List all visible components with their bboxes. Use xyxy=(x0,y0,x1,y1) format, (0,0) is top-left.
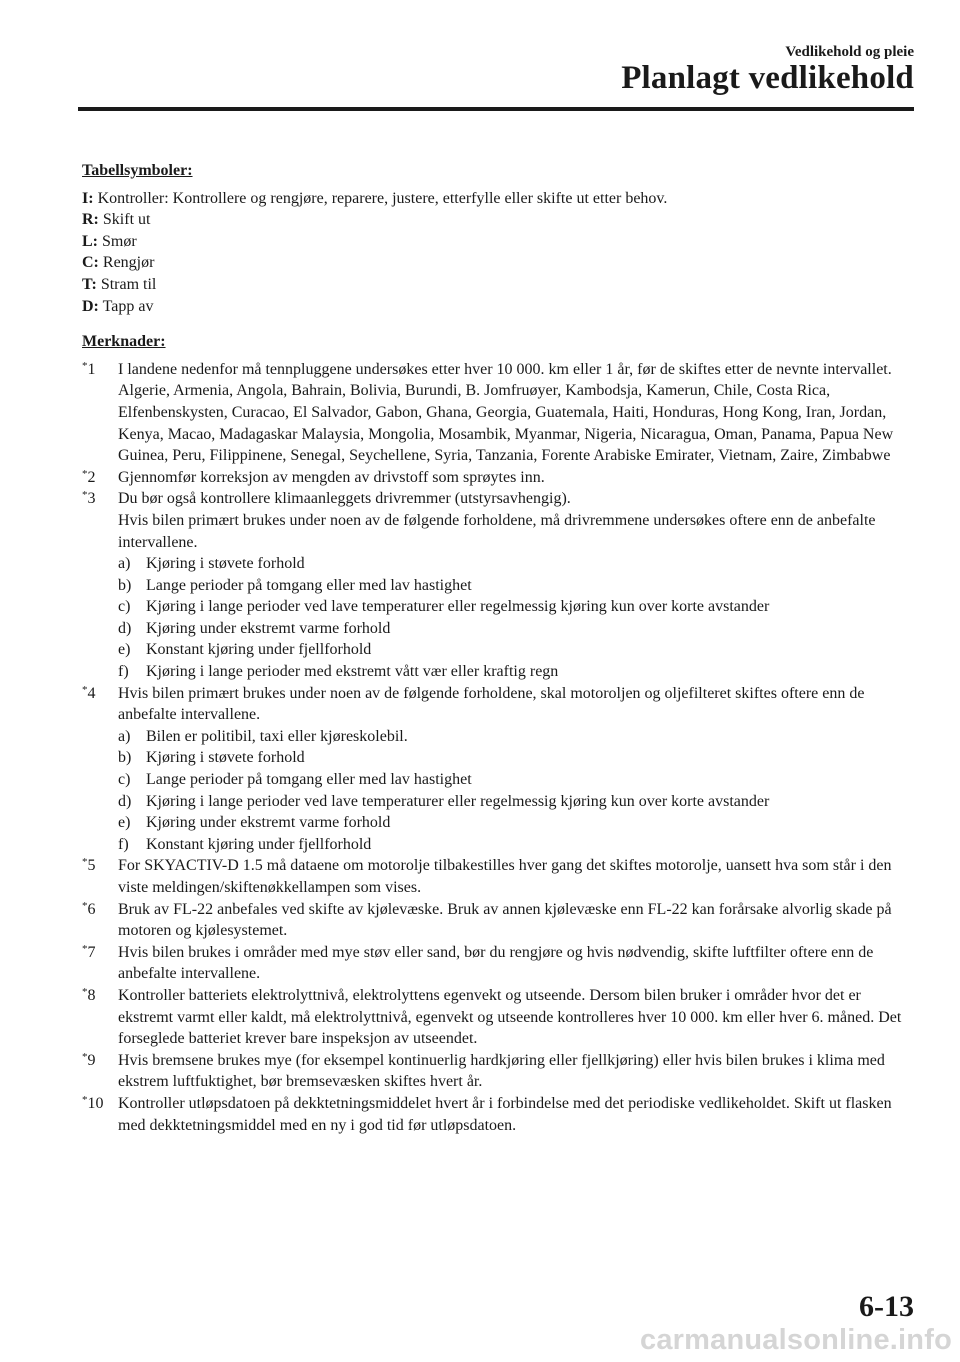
note-sub-item xyxy=(118,596,914,618)
note-number-value: 4 xyxy=(87,684,96,702)
note-sub-item xyxy=(118,769,914,791)
note-number-value: 9 xyxy=(87,1051,96,1069)
note-sub-item xyxy=(118,618,914,640)
notes-list xyxy=(82,359,914,1136)
note-asterisk: * xyxy=(82,942,88,955)
note-number xyxy=(82,359,96,381)
note-text: Kontroller utløpsdatoen på dekktetningsmiddelet hvert år i forbindelse med det periodiske vedlikeholdet. Skift ut flasken med dekktetningsmiddel med en ny i god tid før utløpsdatoen. xyxy=(118,1094,892,1134)
symbol-text: Tapp av xyxy=(102,297,154,315)
sub-item-text: Kjøring i lange perioder ved lave temperaturer eller regelmessig kjøring kun over korte avstander xyxy=(146,792,770,810)
sub-item-letter: b) xyxy=(118,576,132,594)
note-asterisk: * xyxy=(82,899,88,912)
sub-item-letter: b) xyxy=(118,749,132,767)
note-item xyxy=(82,1093,914,1136)
symbols-heading: Tabellsymboler: xyxy=(82,162,193,179)
symbol-key: I: xyxy=(82,189,94,207)
sub-item-letter: c) xyxy=(118,598,131,616)
note-number-value: 5 xyxy=(87,857,96,875)
sub-item-text: Bilen er politibil, taxi eller kjøreskolebil. xyxy=(146,727,408,745)
note-asterisk: * xyxy=(82,359,88,372)
sub-item-letter: f) xyxy=(118,663,129,681)
page-number: 6-13 xyxy=(859,1290,914,1323)
note-number-value: 3 xyxy=(87,490,96,508)
note-sub-item xyxy=(118,575,914,597)
sub-item-letter: f) xyxy=(118,835,129,853)
symbol-key: C: xyxy=(82,254,99,272)
sub-item-text: Kjøring i støvete forhold xyxy=(146,555,305,573)
note-number-value: 2 xyxy=(87,468,96,486)
symbol-text: Smør xyxy=(102,232,137,250)
note-extra-text: Hvis bilen primært brukes under noen av de følgende forholdene, må drivremmene undersøkes oftere enn de anbefalte intervallene. xyxy=(118,511,876,551)
main-content xyxy=(82,160,914,1136)
note-sub-item xyxy=(118,553,914,575)
sub-item-text: Kjøring under ekstremt varme forhold xyxy=(146,814,391,832)
sub-item-text: Lange perioder på tomgang eller med lav hastighet xyxy=(146,576,472,594)
sub-item-letter: a) xyxy=(118,555,131,573)
symbols-list xyxy=(82,188,914,318)
note-item xyxy=(82,467,914,489)
header-divider xyxy=(78,107,914,111)
note-item xyxy=(82,942,914,985)
note-number-value: 7 xyxy=(87,943,96,961)
note-sub-item xyxy=(118,812,914,834)
note-text: Hvis bremsene brukes mye (for eksempel kontinuerlig hardkjøring eller fjellkjøring) eller hvis bilen brukes i klima med ekstrem luftfuktighet, bør bremsevæsken skiftes hvert år. xyxy=(118,1051,885,1091)
note-asterisk: * xyxy=(82,985,88,998)
note-number-value: 10 xyxy=(87,1094,104,1112)
note-sub-item xyxy=(118,791,914,813)
symbol-text: Kontroller: Kontrollere og rengjøre, reparere, justere, etterfylle eller skifte ut etter behov. xyxy=(97,189,668,207)
note-text: For SKYACTIV-D 1.5 må dataene om motorolje tilbakestilles hver gang det skiftes motorolje, uansett hva som står i den viste meldingen/skiftenøkkellampen som vises. xyxy=(118,857,892,896)
note-asterisk: * xyxy=(82,467,88,480)
note-sub-item xyxy=(118,639,914,661)
note-item xyxy=(82,985,914,1050)
note-text: Bruk av FL-22 anbefales ved skifte av kjølevæske. Bruk av annen kjølevæske enn FL-22 kan forårsake alvorlig skade på motoren og kjølesystemet. xyxy=(118,900,892,940)
page-title: Planlagt vedlikehold xyxy=(621,60,914,96)
note-sub-item xyxy=(118,747,914,769)
sub-item-text: Kjøring under ekstremt varme forhold xyxy=(146,619,391,637)
note-number xyxy=(82,899,96,921)
symbol-row xyxy=(82,296,914,318)
note-number xyxy=(82,855,96,877)
note-number-value: 8 xyxy=(87,986,96,1004)
note-number xyxy=(82,488,96,510)
symbol-row xyxy=(82,252,914,274)
section-title: Vedlikehold og pleie xyxy=(785,44,914,60)
sub-item-text: Konstant kjøring under fjellforhold xyxy=(146,835,372,853)
note-sub-item xyxy=(118,834,914,856)
sub-item-text: Konstant kjøring under fjellforhold xyxy=(146,641,372,659)
note-item xyxy=(82,899,914,942)
note-item xyxy=(82,855,914,898)
symbol-key: L: xyxy=(82,232,98,250)
note-text: Du bør også kontrollere klimaanleggets drivremmer (utstyrsavhengig). xyxy=(118,490,571,508)
sub-item-letter: d) xyxy=(118,619,132,637)
note-item xyxy=(82,1050,914,1093)
note-text: Hvis bilen brukes i områder med mye støv eller sand, bør du rengjøre og hvis nødvendig, skifte luftfilter oftere enn de anbefalte intervallene. xyxy=(118,943,874,983)
sub-item-text: Lange perioder på tomgang eller med lav hastighet xyxy=(146,771,472,789)
note-item xyxy=(82,488,914,682)
symbol-text: Stram til xyxy=(100,275,157,293)
note-item xyxy=(82,683,914,856)
sub-item-text: Kjøring i støvete forhold xyxy=(146,749,305,767)
note-number-value: 1 xyxy=(87,360,96,378)
notes-heading: Merknader: xyxy=(82,333,166,351)
note-sub-item xyxy=(118,661,914,683)
note-asterisk: * xyxy=(82,489,88,502)
note-text: I landene nedenfor må tennpluggene undersøkes etter hver 10 000. km eller 1 år, før de skiftes etter de nevnte intervallet. xyxy=(118,360,892,378)
symbol-row xyxy=(82,209,914,231)
note-text: Kontroller batteriets elektrolyttnivå, elektrolyttens egenvekt og utseende. Dersom bilen bruker i områder hvor det er ekstremt varmt eller kaldt, må elektrolyttnivå, egenvekt og utseende kontrolleres hver 10 000. km eller hver 6. måned. Det forseglede batteriet krever bare inspeksjon av utseendet. xyxy=(118,986,902,1048)
symbol-key: T: xyxy=(82,275,97,293)
note-number xyxy=(82,1050,96,1072)
note-asterisk: * xyxy=(82,1093,88,1106)
symbol-row xyxy=(82,231,914,253)
sub-item-letter: e) xyxy=(118,641,131,659)
note-number xyxy=(82,942,96,964)
sub-item-text: Kjøring i lange perioder med ekstremt vått vær eller kraftig regn xyxy=(146,663,559,681)
note-item xyxy=(82,359,914,467)
sub-item-letter: d) xyxy=(118,792,132,810)
note-number xyxy=(82,683,96,705)
note-extra-text: Algerie, Armenia, Angola, Bahrain, Bolivia, Burundi, B. Jomfruøyer, Kambodsja, Kamerun, Chile, Costa Rica, Elfenbenskysten, Curacao, El Salvador, Gabon, Ghana, Georgia, Guatemala, Haiti, Honduras, Hong Kong, Iran, Jordan, Kenya, Macao, Madagaskar Malaysia, Mongolia, Mosambik, Myanmar, Nigeria, Nicaragua, Oman, Panama, Papua New Guinea, Peru, Filippinene, Senegal, Seychellene, Syria, Tanzania, Forente Arabiske Emirater, Vietnam, Zaire, Zimbabwe xyxy=(118,382,894,465)
note-number xyxy=(82,467,96,489)
symbol-text: Skift ut xyxy=(102,211,151,229)
symbol-row xyxy=(82,274,914,296)
sub-item-letter: a) xyxy=(118,727,131,745)
symbol-row xyxy=(82,188,914,210)
note-asterisk: * xyxy=(82,856,88,869)
note-text: Hvis bilen primært brukes under noen av de følgende forholdene, skal motoroljen og oljefilteret skiftes oftere enn de anbefalte intervallene. xyxy=(118,684,865,724)
note-sub-item xyxy=(118,726,914,748)
sub-item-text: Kjøring i lange perioder ved lave temperaturer eller regelmessig kjøring kun over korte avstander xyxy=(146,598,770,616)
note-number-value: 6 xyxy=(87,900,96,918)
symbol-text: Rengjør xyxy=(102,254,155,272)
note-number xyxy=(82,985,96,1007)
symbol-key: D: xyxy=(82,297,99,315)
sub-item-letter: c) xyxy=(118,771,131,789)
watermark-logo: carmanualsonline.info xyxy=(640,1324,952,1356)
note-number xyxy=(82,1093,104,1115)
symbol-key: R: xyxy=(82,211,99,229)
note-asterisk: * xyxy=(82,683,88,696)
note-text: Gjennomfør korreksjon av mengden av drivstoff som sprøytes inn. xyxy=(118,468,545,486)
sub-item-letter: e) xyxy=(118,814,131,832)
note-asterisk: * xyxy=(82,1050,88,1063)
